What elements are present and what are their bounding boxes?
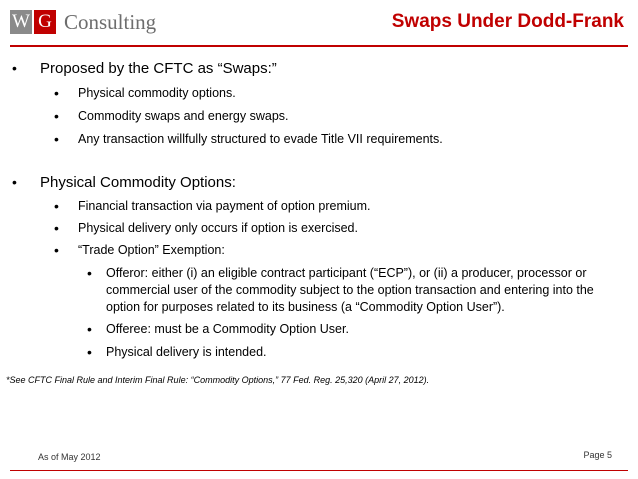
bullet-icon: • — [12, 60, 17, 76]
list-item: Physical commodity options. — [78, 86, 236, 100]
logo-letter-w: W — [10, 10, 32, 34]
logo-letter-g: G — [34, 10, 56, 34]
list-item: Financial transaction via payment of option premium. — [78, 199, 371, 213]
logo-name: Consulting — [64, 9, 157, 34]
list-item: Offeree: must be a Commodity Option User. — [106, 322, 349, 336]
header-rule — [10, 45, 628, 47]
page-number: Page 5 — [583, 450, 612, 460]
bullet-icon: • — [87, 321, 92, 337]
list-item: “Trade Option” Exemption: — [78, 243, 225, 257]
footer-date: As of May 2012 — [38, 452, 101, 462]
section-heading: Proposed by the CFTC as “Swaps:” — [40, 60, 277, 77]
footnote: *See CFTC Final Rule and Interim Final Rule: “Commodity Options,” 77 Fed. Reg. 25,320 (April 27, 2012). — [6, 375, 430, 385]
bullet-icon: • — [54, 242, 59, 258]
bullet-icon: • — [87, 265, 92, 281]
bullet-icon: • — [12, 174, 17, 190]
footer-rule — [10, 470, 628, 471]
list-item: Any transaction willfully structured to evade Title VII requirements. — [78, 132, 443, 146]
bullet-icon: • — [54, 220, 59, 236]
bullet-icon: • — [54, 108, 59, 124]
list-item: Commodity swaps and energy swaps. — [78, 109, 289, 123]
slide-title: Swaps Under Dodd-Frank — [391, 11, 624, 32]
company-logo — [10, 10, 156, 34]
bullet-icon: • — [54, 85, 59, 101]
bullet-icon: • — [87, 344, 92, 360]
section-heading: Physical Commodity Options: — [40, 174, 236, 191]
bullet-icon: • — [54, 198, 59, 214]
list-item: Physical delivery is intended. — [106, 345, 267, 359]
list-item: Offeror: either (i) an eligible contract participant (“ECP”), or (ii) a producer, processor or commercial user of the commodity subject to the option transaction and entering into the option for purposes related to its business (a “Commodity Option User”). — [106, 266, 594, 314]
list-item: Physical delivery only occurs if option is exercised. — [78, 221, 358, 235]
bullet-icon: • — [54, 131, 59, 147]
slide-header — [0, 0, 638, 48]
